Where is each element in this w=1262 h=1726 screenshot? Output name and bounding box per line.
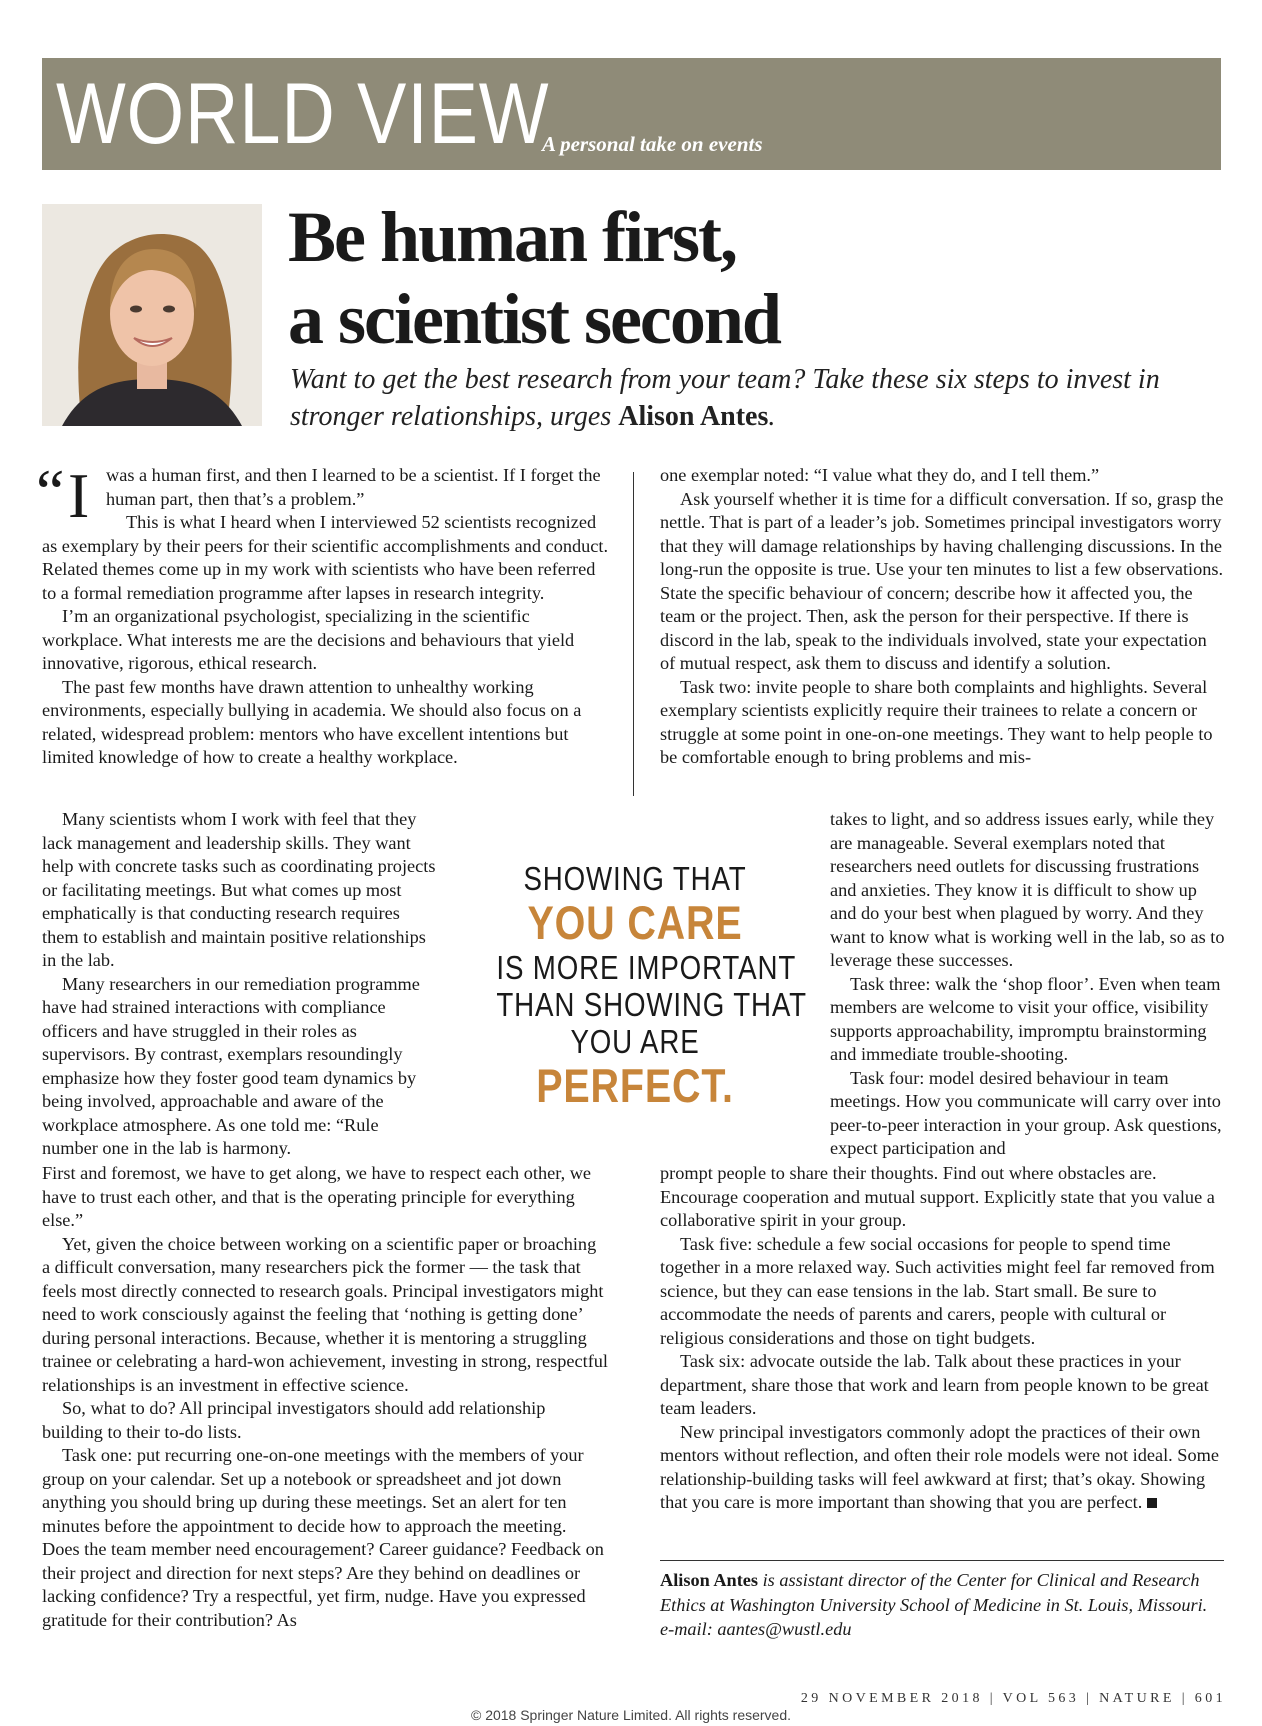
- paragraph-12: Task three: walk the ‘shop floor’. Even when team members are welcome to visit your office, visibility supports approachability, impromptu brainstorming and immediate trouble-shooting.: [830, 973, 1221, 1064]
- pull-quote-line-2: YOU CARE: [527, 896, 743, 949]
- column-divider: [633, 472, 634, 796]
- world-view-banner: [42, 58, 1221, 170]
- body-column-1-top: [36, 456, 609, 770]
- paragraph-15: Task six: advocate outside the lab. Talk about these practices in your department, share those that work and learn from people known to be great team leaders.: [660, 1351, 1209, 1418]
- bio-text: is assistant director of the Center for Clinical and Research Ethics at Washington University School of Medicine in St. Louis, Missouri.: [660, 1570, 1208, 1615]
- headline: [288, 196, 1208, 360]
- paragraph-14: Task five: schedule a few social occasions for people to spend time together in a more relaxed way. Such activities might feel far removed from science, but they can ease tensions in the lab. Start small. Be sure to accommodate the needs of parents and carers, people with cultural or religious considerations and those on tight budgets.: [660, 1233, 1215, 1348]
- headline-line-2: a scientist second: [288, 279, 780, 359]
- paragraph-7: Yet, given the choice between working on a scientific paper or broaching a difficult conversation, many researchers pick the former — the task that feels most directly connected to research goals. Principal investigators might need to work consciously against the feeling that ‘nothing is getting done’ during personal interactions. Because, whether it is mentoring a struggling trainee or celebrating a hard-won achievement, investing in strong, respectful relationships is an investment in effective science.: [42, 1233, 608, 1395]
- paragraph-5: Many scientists whom I work with feel that they lack management and leadership skills. They want help with concrete tasks such as coordinating projects or facilitating meetings. But what comes up most emphatically is that conducting research requires them to establish and maintain positive relationships in the lab.: [42, 809, 436, 970]
- paragraph-11: Task two: invite people to share both complaints and highlights. Several exemplary scientists explicitly require their trainees to relate a concern or struggle at some point in one-on-one meetings. They want to help people to be comfortable enough to bring problems and mis-: [660, 676, 1213, 767]
- pull-quote-line-5: YOU ARE: [570, 1023, 700, 1060]
- paragraph-4: The past few months have drawn attention to unhealthy working environments, especially bullying in academia. We should also focus on a related, widespread problem: mentors who have excellent intentions but limited knowledge of how to create a healthy workplace.: [42, 676, 582, 767]
- author-portrait: [42, 204, 262, 426]
- bio-author-name: Alison Antes: [660, 1570, 759, 1590]
- paragraph-6: Many researchers in our remediation programme have had strained interactions with compliance officers and have struggled in their roles as supervisors. By contrast, exemplars resoundingly emphasize how they foster good team dynamics by being involved, approachable and aware of the workplace atmosphere. As one told me: “Rule number one in the lab is harmony.: [42, 973, 420, 1158]
- page-folio: 29 NOVEMBER 2018 | VOL 563 | NATURE | 601: [800, 1691, 1226, 1706]
- bio-email: e-mail: aantes@wustl.edu: [660, 1619, 852, 1639]
- pull-quote-line-3: IS MORE IMPORTANT: [496, 949, 797, 986]
- body-column-1-bottom: [42, 1162, 608, 1632]
- standfirst-end: .: [768, 401, 776, 432]
- paragraph-10: Ask yourself whether it is time for a difficult conversation. If so, grasp the nettle. That is part of a leader’s job. Sometimes principal investigators worry that they will damage relationships by having challenging discussions. In the long-run the opposite is true. Use your ten minutes to list a few observations. State the specific behaviour of concern; describe how it affected you, the team or the project. Then, ask the person for their perspective. If there is discord in the lab, speak to the individuals involved, state your expectation of mutual respect, ask them to discuss and identify a solution.: [660, 488, 1224, 673]
- paragraph-9-continued: one exemplar noted: “I value what they do, and I tell them.”: [660, 465, 1100, 485]
- paragraph-16-text: New principal investigators commonly adopt the practices of their own mentors without reflection, and often their role models were not ideal. Some relationship-building tasks will feel awkward at first; that’s okay. Showing that you care is more important than showing that you are perfect.: [660, 1421, 1219, 1512]
- paragraph-16: [660, 1421, 1226, 1515]
- drop-cap: [36, 456, 102, 531]
- pull-quote-line-4: THAN SHOWING THAT: [496, 986, 807, 1023]
- standfirst-author: Alison Antes: [618, 401, 769, 432]
- headline-line-1: Be human first,: [288, 197, 737, 277]
- drop-cap-quote: “: [36, 456, 65, 527]
- pull-quote-line-1: SHOWING THAT: [523, 860, 747, 897]
- paragraph-1: [36, 456, 608, 531]
- end-mark-icon: [1147, 1498, 1157, 1508]
- standfirst-text: Want to get the best research from your team? Take these six steps to invest in stronger relationships, urges: [290, 364, 1160, 432]
- author-bio: [660, 1568, 1226, 1642]
- standfirst: [290, 361, 1220, 435]
- body-column-2-top: [660, 464, 1226, 770]
- section-title: WORLD VIEW: [56, 66, 550, 162]
- drop-cap-letter: I: [68, 460, 90, 531]
- pull-quote-line-6: PERFECT.: [536, 1059, 734, 1112]
- copyright-notice: © 2018 Springer Nature Limited. All rights reserved.: [470, 1707, 792, 1723]
- pull-quote: [470, 860, 807, 1112]
- paragraph-1-text: was a human first, and then I learned to be a scientist. If I forget the human part, then that’s a problem.”: [106, 465, 601, 509]
- bio-divider: [660, 1560, 1224, 1561]
- paragraph-6-continued: First and foremost, we have to get along, we have to respect each other, we have to trust each other, and that is the operating principle for everything else.”: [42, 1163, 592, 1230]
- paragraph-9: Task one: put recurring one-on-one meetings with the members of your group on your calendar. Set up a notebook or spreadsheet and jot down anything you should bring up during these meetings. Set an alert for ten minutes before the appointment to decide how to approach the meeting. Does the team member need encouragement? Career guidance? Feedback on their project and direction for next steps? Are they behind on deadlines or lacking confidence? Try a respectful, yet firm, nudge. Have you expressed gratitude for their contribution? As: [42, 1445, 604, 1630]
- paragraph-3: I’m an organizational psychologist, specializing in the scientific workplace. What interests me are the decisions and behaviours that yield innovative, rigorous, ethical research.: [42, 606, 575, 673]
- paragraph-13: Task four: model desired behaviour in team meetings. How you communicate will carry over into peer-to-peer interaction in your group. Ask questions, expect participation and: [830, 1067, 1222, 1158]
- paragraph-11-continued: takes to light, and so address issues early, while they are manageable. Several exemplars noted that researchers need outlets for discussing frustrations and anxieties. They know it is difficult to show up and do your best when plagued by worry. And they want to know what is working well in the lab, so as to leverage these successes.: [830, 809, 1225, 970]
- body-column-1-middle: [42, 808, 438, 1161]
- paragraph-2: This is what I heard when I interviewed 52 scientists recognized as exemplary by their peers for their scientific accomplishments and conduct. Related themes come up in my work with scientists who have been referred to a formal remediation programme after lapses in research integrity.: [42, 512, 609, 603]
- body-column-2-bottom: [660, 1162, 1226, 1515]
- section-subtitle: A personal take on events: [542, 132, 763, 156]
- paragraph-13-continued: prompt people to share their thoughts. Find out where obstacles are. Encourage cooperation and mutual support. Explicitly state that you value a collaborative spirit in your group.: [660, 1163, 1215, 1230]
- body-column-2-middle: [830, 808, 1226, 1161]
- paragraph-8: So, what to do? All principal investigators should add relationship building to their to-do lists.: [42, 1398, 546, 1442]
